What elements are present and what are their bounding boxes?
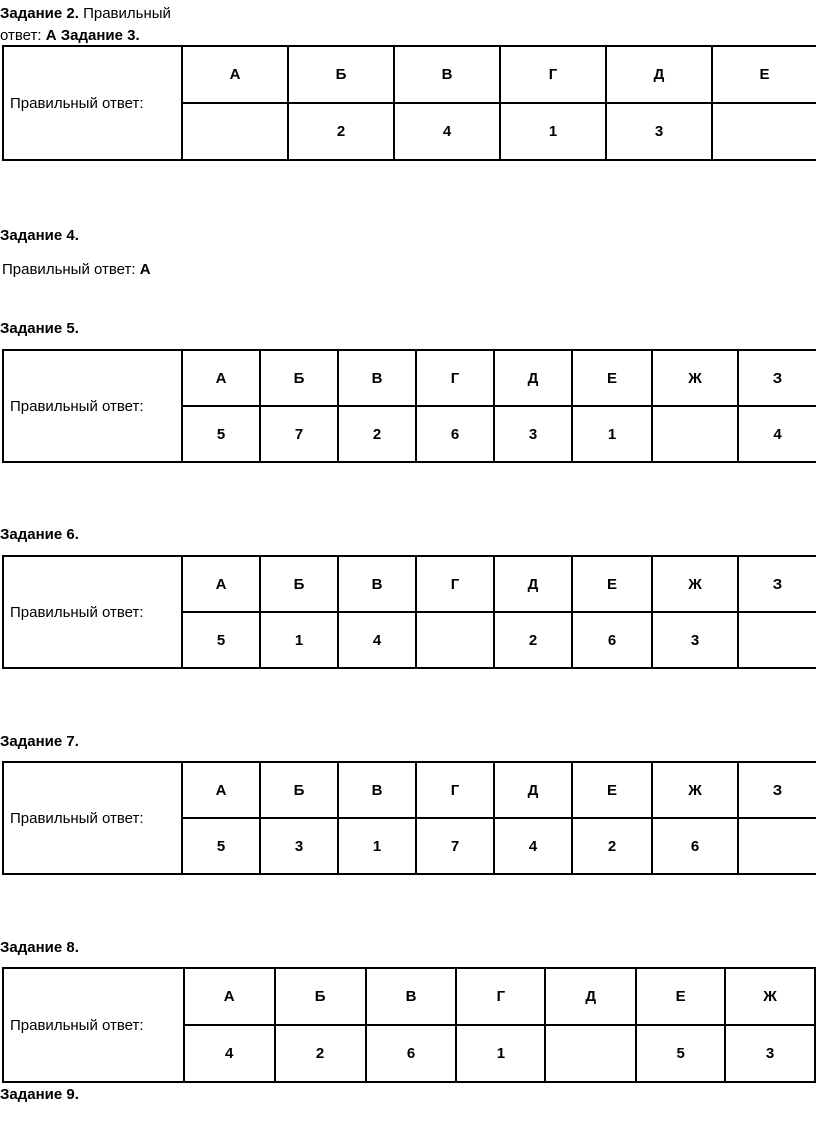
task-7-value: 4 [494, 818, 572, 874]
task-8-value: 5 [636, 1025, 725, 1082]
task-5-col-header: Ж [652, 350, 738, 406]
task-2-line-1 [0, 4, 171, 24]
task-8-col-header: В [366, 968, 457, 1025]
task-7-col-header: Б [260, 762, 338, 818]
task-7-value [738, 818, 816, 874]
task-5-value: 6 [416, 406, 494, 462]
task-4-answer-line [2, 260, 151, 280]
task-8-value: 2 [275, 1025, 366, 1082]
task-5-label: Правильный ответ: [3, 350, 182, 462]
task-5-value: 5 [182, 406, 260, 462]
task-3-value: 4 [394, 103, 500, 160]
task-8-table [2, 967, 816, 1083]
task-3-col-header: В [394, 46, 500, 103]
task-5-col-header: Б [260, 350, 338, 406]
task-8-value: 1 [456, 1025, 545, 1082]
task-3-title: Задание 3. [60, 27, 140, 44]
task-5-value: 2 [338, 406, 416, 462]
task-7-header-row [3, 762, 816, 818]
task-7-col-header: Д [494, 762, 572, 818]
task-2-text: Правильный [83, 5, 171, 22]
task-6-value [738, 612, 816, 668]
task-7-value: 3 [260, 818, 338, 874]
task-8-col-header: Б [275, 968, 366, 1025]
task-6-col-header: Е [572, 556, 652, 612]
task-5-col-header: А [182, 350, 260, 406]
task-9-title: Задание 9. [0, 1086, 79, 1103]
task-3-value: 3 [606, 103, 712, 160]
task-8-col-header: Г [456, 968, 545, 1025]
task-8-value: 3 [725, 1025, 815, 1082]
task-7-value: 2 [572, 818, 652, 874]
task-6-value: 5 [182, 612, 260, 668]
task-7-label: Правильный ответ: [3, 762, 182, 874]
task-8-col-header: Д [545, 968, 636, 1025]
task-3-table [2, 45, 816, 161]
task-3-value [182, 103, 288, 160]
task-4-answer: А [139, 261, 151, 278]
task-6-value: 1 [260, 612, 338, 668]
task-7-col-header: Е [572, 762, 652, 818]
task-7-value: 1 [338, 818, 416, 874]
task-7-col-header: З [738, 762, 816, 818]
task-6-header-row [3, 556, 816, 612]
task-6-col-header: З [738, 556, 816, 612]
task-5-col-header: З [738, 350, 816, 406]
task-8-header-row [3, 968, 815, 1025]
task-6-value [416, 612, 494, 668]
task-6-value: 2 [494, 612, 572, 668]
task-3-value: 1 [500, 103, 606, 160]
task-2-answer: А [45, 27, 57, 44]
task-8-title: Задание 8. [0, 939, 79, 956]
task-3-col-header: А [182, 46, 288, 103]
task-3-col-header: Б [288, 46, 394, 103]
task-5-value: 3 [494, 406, 572, 462]
task-6-value: 6 [572, 612, 652, 668]
task-7-col-header: Г [416, 762, 494, 818]
task-3-value [712, 103, 816, 160]
task-8-value: 6 [366, 1025, 457, 1082]
task-6-col-header: Ж [652, 556, 738, 612]
task-7-col-header: Ж [652, 762, 738, 818]
task-3-col-header: Д [606, 46, 712, 103]
task-5-col-header: Д [494, 350, 572, 406]
task-3-header-row [3, 46, 816, 103]
task-6-col-header: В [338, 556, 416, 612]
task-2-answer-label: ответ: [0, 27, 42, 44]
task-5-header-row [3, 350, 816, 406]
task-5-value: 4 [738, 406, 816, 462]
task-8-value: 4 [184, 1025, 275, 1082]
task-6-col-header: А [182, 556, 260, 612]
task-8-col-header: Ж [725, 968, 815, 1025]
task-6-col-header: Г [416, 556, 494, 612]
task-5-value: 7 [260, 406, 338, 462]
task-3-value: 2 [288, 103, 394, 160]
task-8-col-header: Е [636, 968, 725, 1025]
task-5-col-header: Г [416, 350, 494, 406]
task-8-value [545, 1025, 636, 1082]
task-7-col-header: А [182, 762, 260, 818]
task-5-value [652, 406, 738, 462]
task-3-label: Правильный ответ: [3, 46, 182, 160]
task-3-col-header: Г [500, 46, 606, 103]
task-2-title: Задание 2. [0, 5, 79, 22]
task-7-value: 7 [416, 818, 494, 874]
task-4-title: Задание 4. [0, 227, 79, 244]
task-6-col-header: Д [494, 556, 572, 612]
task-7-col-header: В [338, 762, 416, 818]
task-6-col-header: Б [260, 556, 338, 612]
task-5-value: 1 [572, 406, 652, 462]
task-5-table [2, 349, 816, 463]
task-7-table [2, 761, 816, 875]
task-5-col-header: Е [572, 350, 652, 406]
task-4-label: Правильный ответ: [2, 261, 136, 278]
task-6-table [2, 555, 816, 669]
task-3-col-header: Е [712, 46, 816, 103]
task-5-title: Задание 5. [0, 320, 79, 337]
task-5-col-header: В [338, 350, 416, 406]
task-8-col-header: А [184, 968, 275, 1025]
task-7-value: 6 [652, 818, 738, 874]
task-6-title: Задание 6. [0, 526, 79, 543]
task-6-value: 3 [652, 612, 738, 668]
task-6-value: 4 [338, 612, 416, 668]
task-2-line-2 [0, 26, 140, 46]
task-7-title: Задание 7. [0, 733, 79, 750]
task-6-label: Правильный ответ: [3, 556, 182, 668]
task-7-value: 5 [182, 818, 260, 874]
task-8-label: Правильный ответ: [3, 968, 184, 1082]
